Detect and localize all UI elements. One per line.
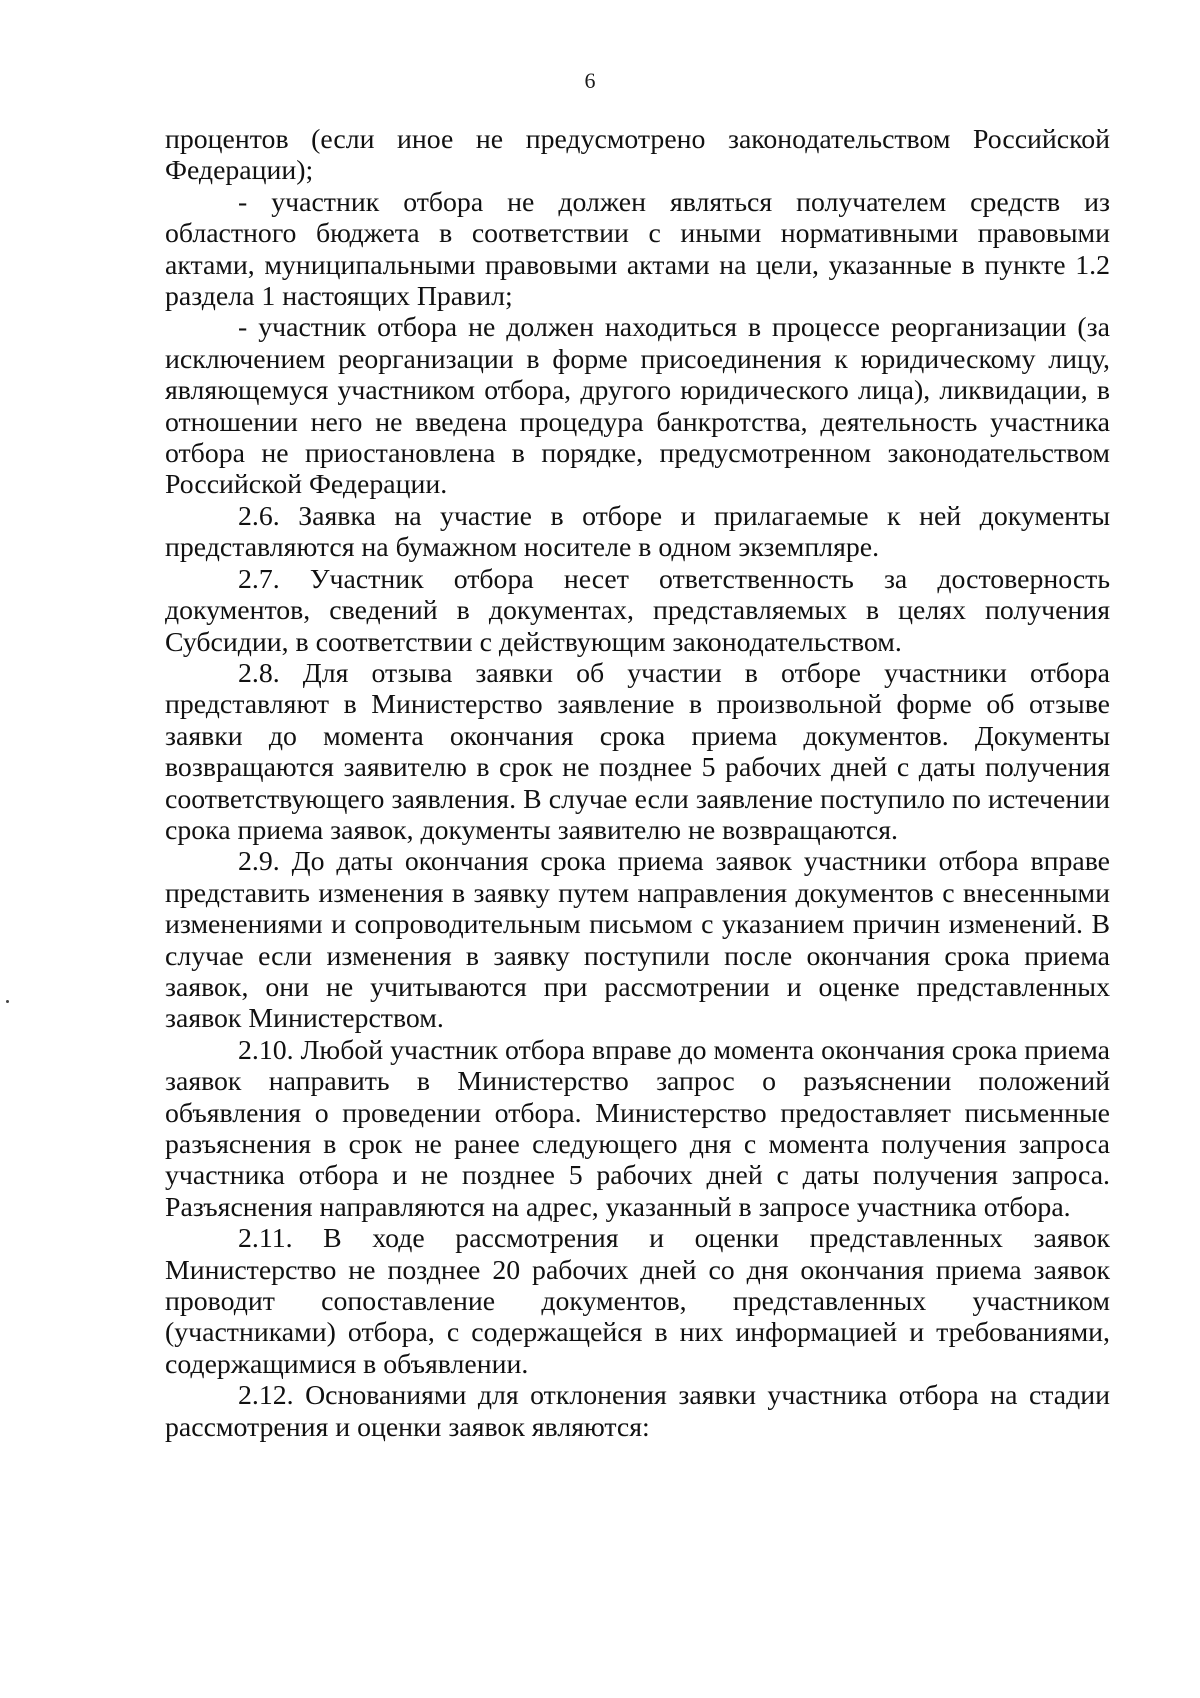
document-body: [165, 124, 1110, 1443]
paragraph-requirement-budget: - участник отбора не должен являться получателем средств из областного бюджета в соответствии с иными нормативными правовыми актами, муниципальными правовыми актами на цели, указанные в пункте 1.2 раздела 1 настоящих Правил;: [165, 186, 1110, 313]
paragraph-2-8: 2.8. Для отзыва заявки об участии в отборе участники отбора представляют в Министерство заявление в произвольной форме об отзыве заявки до момента окончания срока приема документов. Документы возвращаются заявителю в срок не позднее 5 рабочих дней с даты получения соответствующего заявления. В случае если заявление поступило по истечении срока приема заявок, документы заявителю не возвращаются.: [165, 657, 1110, 846]
paragraph-2-9: 2.9. До даты окончания срока приема заявок участники отбора вправе представить изменения в заявку путем направления документов с внесенными изменениями и сопроводительным письмом с указанием причин изменений. В случае если изменения в заявку поступили после окончания срока приема заявок, они не учитываются при рассмотрении и оценке представленных заявок Министерством.: [165, 846, 1110, 1035]
paragraph-2-7: 2.7. Участник отбора несет ответственность за достоверность документов, сведений в документах, представляемых в целях получения Субсидии, в соответствии с действующим законодательством.: [165, 563, 1110, 658]
paragraph-2-10: 2.10. Любой участник отбора вправе до момента окончания срока приема заявок направить в Министерство запрос о разъяснении положений объявления о проведении отбора. Министерство предоставляет письменные разъяснения в срок не ранее следующего дня с момента получения запроса участника отбора и не позднее 5 рабочих дней с даты получения запроса. Разъяснения направляются на адрес, указанный в запросе участника отбора.: [165, 1034, 1110, 1223]
paragraph-2-11: 2.11. В ходе рассмотрения и оценки представленных заявок Министерство не позднее 20 рабочих дней со дня окончания приема заявок проводит сопоставление документов, представленных участником (участниками) отбора, с содержащейся в них информацией и требованиями, содержащимися в объявлении.: [165, 1223, 1110, 1380]
scan-artifact-dot: [6, 1000, 9, 1003]
paragraph-2-6: 2.6. Заявка на участие в отборе и прилагаемые к ней документы представляются на бумажном носителе в одном экземпляре.: [165, 500, 1110, 564]
paragraph-continuation: процентов (если иное не предусмотрено законодательством Российской Федерации);: [165, 124, 1110, 187]
page-number: 6: [584, 68, 596, 93]
paragraph-2-12: 2.12. Основаниями для отклонения заявки участника отбора на стадии рассмотрения и оценки заявок являются:: [165, 1380, 1110, 1443]
paragraph-requirement-reorganization: - участник отбора не должен находиться в процессе реорганизации (за исключением реорганизации в форме присоединения к юридическому лицу, являющемуся участником отбора, другого юридического лица), ликвидации, в отношении него не введена процедура банкротства, деятельность участника отбора не приостановлена в порядке, предусмотренном законодательством Российской Федерации.: [165, 312, 1110, 501]
